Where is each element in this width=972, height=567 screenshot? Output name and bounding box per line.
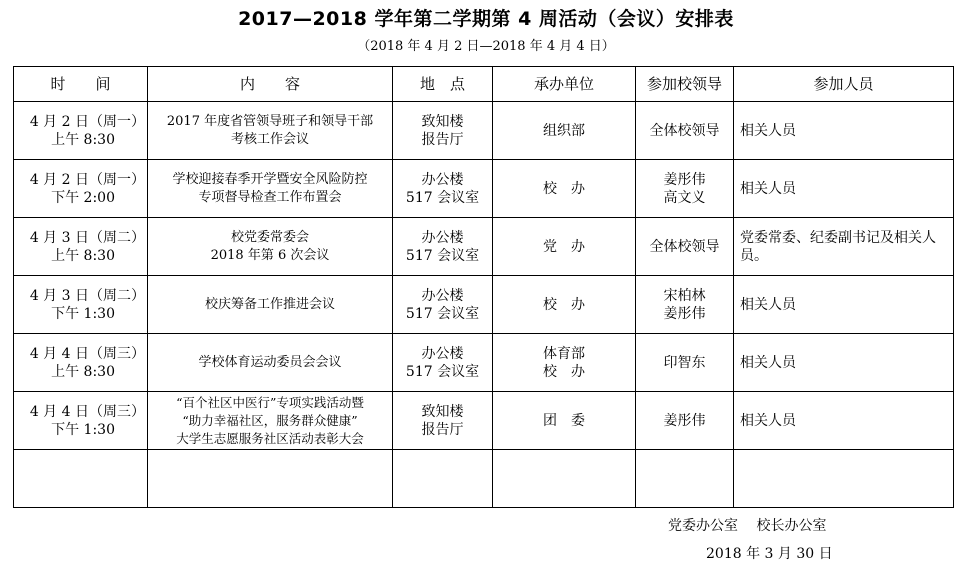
content-cell [148,334,393,392]
participants-cell: 相关人员 [734,334,954,392]
location-line: 517 会议室 [405,363,480,380]
organizer-cell [493,102,636,160]
time-date: 4 月 2 日（周一） [29,113,145,130]
leader-line: 姜彤伟 [663,171,706,188]
content-line: 2018 年第 6 次会议 [210,247,330,263]
time-date: 4 月 4 日（周三） [29,403,145,420]
leader-line: 宋柏林 [663,287,706,304]
leader-line: 印智东 [663,354,706,371]
table-row [14,102,954,160]
participants-cell: 党委常委、纪委副书记及相关人员。 [734,218,954,276]
participants-cell: 相关人员 [734,102,954,160]
location-line: 办公楼 [421,229,464,246]
leaders-cell [636,392,734,450]
table-row [14,218,954,276]
issuing-offices: 党委办公室 校长办公室 [668,518,827,534]
organizer-line: 体育部 [543,345,585,362]
content-line: 专项督导检查工作布置会 [198,189,342,205]
time-hour: 下午 1:30 [51,421,115,438]
table-row [14,334,954,392]
organizer-line: 党 办 [543,238,585,255]
content-line: 大学生志愿服务社区活动表彰大会 [176,430,364,446]
empty-cell [493,450,636,508]
leader-line: 全体校领导 [649,238,720,255]
header-leaders: 参加校领导 [636,67,734,102]
header-location: 地 点 [393,67,493,102]
leaders-cell [636,218,734,276]
time-hour: 上午 8:30 [51,363,115,380]
empty-cell [636,450,734,508]
empty-cell [14,450,148,508]
table-row [14,160,954,218]
time-cell [14,334,148,392]
content-line: 学校迎接春季开学暨安全风险防控 [172,171,368,187]
content-line: 校庆筹备工作推进会议 [204,296,335,312]
organizer-cell [493,334,636,392]
document-title: 2017—2018 学年第二学期第 4 周活动（会议）安排表 [238,8,734,30]
participants-cell: 相关人员 [734,392,954,450]
content-cell [148,392,393,450]
location-line: 517 会议室 [405,189,480,206]
organizer-line: 团 委 [543,412,585,429]
date-range-subtitle: （2018 年 4 月 2 日—2018 年 4 月 4 日） [357,39,615,54]
participants-cell: 相关人员 [734,160,954,218]
schedule-table [13,66,954,508]
organizer-cell [493,276,636,334]
time-cell [14,392,148,450]
content-line: “助力幸福社区，服务群众健康” [182,412,358,428]
organizer-line: 组织部 [543,122,585,139]
location-line: 报告厅 [421,421,464,438]
table-header-row [14,67,954,102]
content-cell [148,160,393,218]
leader-line: 姜彤伟 [663,305,706,322]
location-cell [393,102,493,160]
leader-line: 全体校领导 [649,122,720,139]
organizer-cell [493,160,636,218]
organizer-cell [493,218,636,276]
time-hour: 上午 8:30 [51,247,115,264]
leaders-cell [636,160,734,218]
time-date: 4 月 3 日（周二） [29,229,145,246]
location-cell [393,392,493,450]
empty-cell [148,450,393,508]
time-cell [14,102,148,160]
time-date: 4 月 3 日（周二） [29,287,145,304]
content-cell [148,102,393,160]
header-time: 时 间 [14,67,148,102]
table-row [14,276,954,334]
location-line: 致知楼 [421,113,464,130]
time-date: 4 月 4 日（周三） [29,345,145,362]
time-hour: 下午 2:00 [51,189,115,206]
location-line: 报告厅 [421,131,464,148]
location-line: 517 会议室 [405,305,480,322]
issue-date: 2018 年 3 月 30 日 [706,546,833,562]
location-cell [393,218,493,276]
participants-cell: 相关人员 [734,276,954,334]
leader-line: 高文义 [663,189,706,206]
location-line: 致知楼 [421,403,464,420]
header-participants: 参加人员 [734,67,954,102]
content-line: 校党委常委会 [230,229,309,245]
leaders-cell [636,334,734,392]
time-cell [14,218,148,276]
location-line: 办公楼 [421,171,464,188]
time-cell [14,160,148,218]
location-cell [393,334,493,392]
table-row [14,392,954,450]
leaders-cell [636,276,734,334]
location-line: 办公楼 [421,345,464,362]
header-content: 内 容 [148,67,393,102]
organizer-line: 校 办 [543,296,585,313]
header-organizer: 承办单位 [493,67,636,102]
location-line: 办公楼 [421,287,464,304]
content-cell [148,218,393,276]
empty-table-row [14,450,954,508]
time-date: 4 月 2 日（周一） [29,171,145,188]
time-cell [14,276,148,334]
leaders-cell [636,102,734,160]
content-line: “百个社区中医行”专项实践活动暨 [176,394,364,410]
organizer-line: 校 办 [543,180,585,197]
leader-line: 姜彤伟 [663,412,706,429]
content-line: 学校体育运动委员会会议 [198,354,342,370]
location-cell [393,160,493,218]
content-cell [148,276,393,334]
organizer-cell [493,392,636,450]
empty-cell [393,450,493,508]
location-line: 517 会议室 [405,247,480,264]
time-hour: 上午 8:30 [51,131,115,148]
empty-cell [734,450,954,508]
time-hour: 下午 1:30 [51,305,115,322]
content-line: 2017 年度省管领导班子和领导干部 [166,113,374,129]
content-line: 考核工作会议 [230,131,309,147]
organizer-line: 校 办 [543,363,585,380]
location-cell [393,276,493,334]
